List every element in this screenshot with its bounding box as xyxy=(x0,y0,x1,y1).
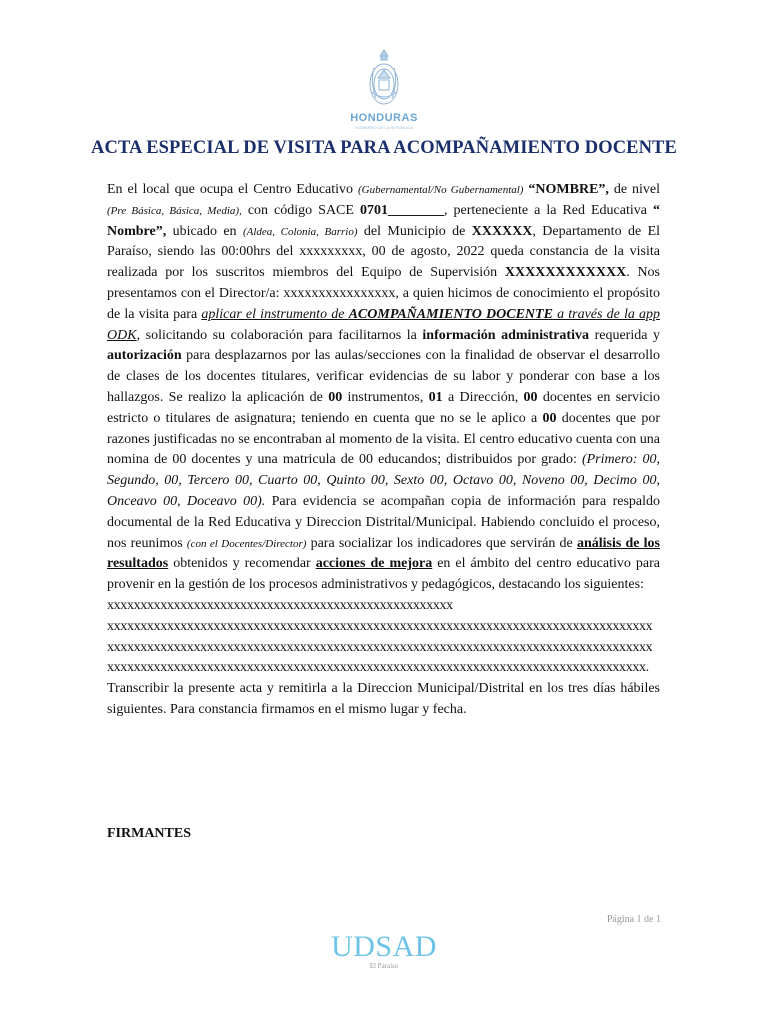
placeholder-line-3: xxxxxxxxxxxxxxxxxxxxxxxxxxxxxxxxxxxxxxxxxxxxxxxxxxxxxxxxxxxxxxxxxxxxxxxxxxxxxxxxxx xyxy=(107,639,653,655)
document-body xyxy=(107,180,660,721)
footer-logo-text: UDSAD xyxy=(331,930,437,963)
page-number: Página 1 de 1 xyxy=(606,914,661,925)
brand-name: HONDURAS xyxy=(350,112,418,124)
footer-logo xyxy=(0,930,768,970)
signers-label: FIRMANTES xyxy=(107,826,192,841)
header xyxy=(0,48,768,130)
closing-paragraph: Transcribir la presente acta y remitirla a la Direccion Municipal/Distrital en los tres días hábiles siguientes. Para constancia firmamos en el mismo lugar y fecha. xyxy=(107,681,660,717)
placeholder-line-4: xxxxxxxxxxxxxxxxxxxxxxxxxxxxxxxxxxxxxxxxxxxxxxxxxxxxxxxxxxxxxxxxxxxxxxxxxxxxxxxxx. xyxy=(107,660,649,676)
brand-subtitle: GOBIERNO DE LA REPÚBLICA xyxy=(355,125,413,130)
footer-logo-subtitle: El Paraíso xyxy=(369,962,399,970)
placeholder-line-1: xxxxxxxxxxxxxxxxxxxxxxxxxxxxxxxxxxxxxxxxxxxxxxxxxxxx xyxy=(107,597,453,613)
document-title: ACTA ESPECIAL DE VISITA PARA ACOMPAÑAMIENTO DOCENTE xyxy=(91,138,677,158)
honduras-seal-icon xyxy=(364,48,404,112)
placeholder-line-2: xxxxxxxxxxxxxxxxxxxxxxxxxxxxxxxxxxxxxxxxxxxxxxxxxxxxxxxxxxxxxxxxxxxxxxxxxxxxxxxxxx xyxy=(107,618,653,634)
main-paragraph: En el local que ocupa el Centro Educativo (Gubernamental/No Gubernamental) “NOMBRE”, de nivel (Pre Básica, Básica, Media), con código SACE 0701________, perteneciente a la Red Educativa “ Nombre”, ubicado en (Aldea, Colonia, Barrio) del Municipio de XXXXXX, Departamento de El Paraíso, siendo las 00:00hrs del xxxxxxxxx, 00 de agosto, 2022 queda constancia de la visita realizada por los suscritos miembros del Equipo de Supervisión XXXXXXXXXXXX. Nos presentamos con el Director/a: xxxxxxxxxxxxxxxx, a quien hicimos de conocimiento el propósito de la visita para aplicar el instrumento de ACOMPAÑAMIENTO DOCENTE a través de la app ODK, solicitando su colaboración para facilitarnos la información administrativa requerida y autorización para desplazarnos por las aulas/secciones con la finalidad de observar el desarrollo de clases de los docentes titulares, verificar evidencias de su labor y ponderar con base a los hallazgos. Se realizo la aplicación de 00 instrumentos, 01 a Dirección, 00 docentes en servicio estricto o titulares de asignatura; teniendo en cuenta que no se le aplico a 00 docentes que por razones justificadas no se encontraban al momento de la visita. El centro educativo cuenta con una nomina de 00 docentes y una matricula de 00 educandos; distribuidos por grado: (Primero: 00, Segundo, 00, Tercero 00, Cuarto 00, Quinto 00, Sexto 00, Octavo 00, Noveno 00, Decimo 00, Onceavo 00, Doceavo 00). Para evidencia se acompañan copia de información para respaldo documental de la Red Educativa y Direccion Distrital/Municipal. Habiendo concluido el proceso, nos reunimos (con el Docentes/Director) para socializar los indicadores que servirán de análisis de los resultados obtenidos y recomendar acciones de mejora en el ámbito del centro educativo para provenir en la gestión de los procesos administrativos y pedagógicos, destacando los siguientes: xyxy=(107,182,661,593)
